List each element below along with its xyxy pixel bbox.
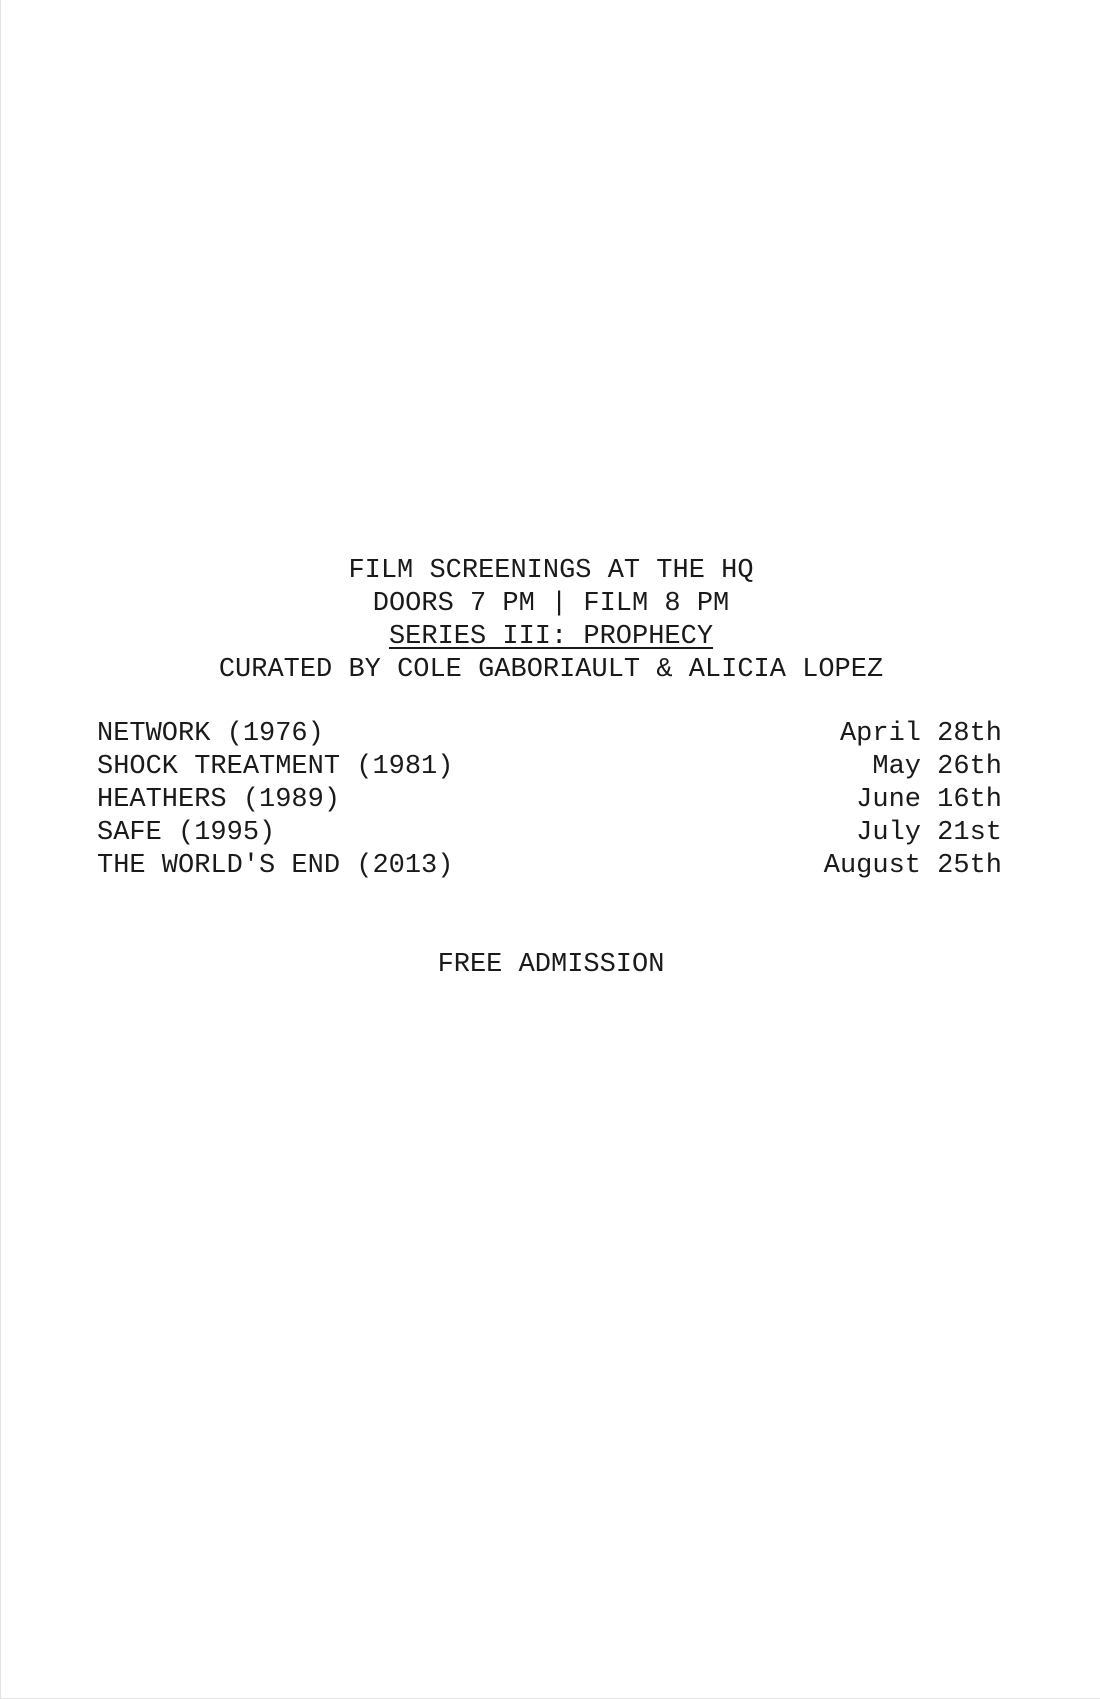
schedule-row: [97, 784, 1002, 817]
screening-date: June 16th: [856, 785, 1002, 815]
curators-line: CURATED BY COLE GABORIAULT & ALICIA LOPEZ: [218, 655, 884, 685]
film-title: NETWORK (1976): [97, 719, 324, 749]
screening-date: July 21st: [856, 818, 1002, 848]
film-title: THE WORLD'S END (2013): [97, 851, 454, 881]
screening-schedule: [97, 718, 1002, 883]
screening-date: August 25th: [823, 851, 1002, 881]
schedule-row: [97, 850, 1002, 883]
schedule-row: [97, 751, 1002, 784]
admission-note: FREE ADMISSION: [437, 950, 665, 980]
screening-date: May 26th: [872, 752, 1002, 782]
film-title: SAFE (1995): [97, 818, 276, 848]
flyer-header: [1, 555, 1100, 687]
film-title: SHOCK TREATMENT (1981): [97, 752, 454, 782]
schedule-row: [97, 817, 1002, 850]
series-heading: [1, 621, 1100, 654]
event-title: FILM SCREENINGS AT THE HQ: [348, 556, 754, 586]
schedule-row: [97, 718, 1002, 751]
screening-date: April 28th: [839, 719, 1002, 749]
event-times: DOORS 7 PM | FILM 8 PM: [372, 589, 730, 619]
film-title: HEATHERS (1989): [97, 785, 341, 815]
series-name: SERIES III: PROPHECY: [388, 622, 714, 652]
